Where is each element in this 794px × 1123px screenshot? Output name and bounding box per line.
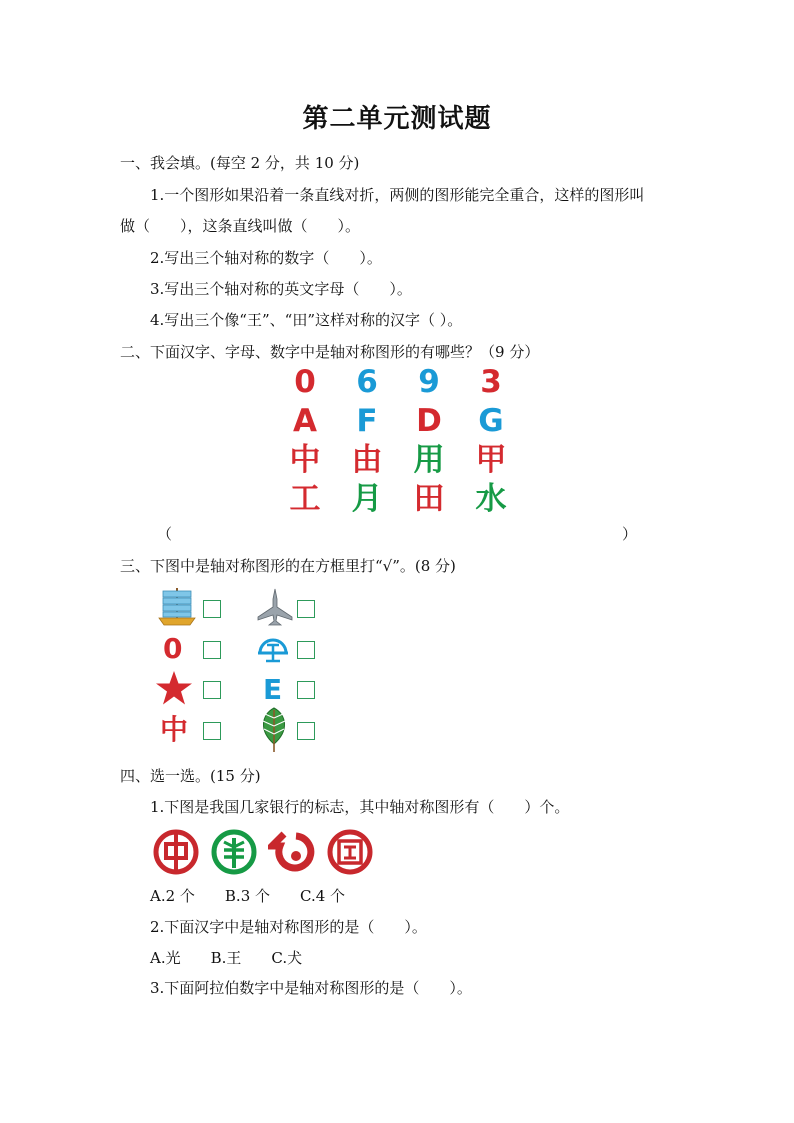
bank-of-china-logo-icon	[152, 828, 200, 876]
grid-symbol: 由	[351, 442, 383, 478]
bank-logo-3-icon	[268, 828, 318, 876]
grid-symbol: F	[356, 403, 378, 439]
abc-bank-logo-icon	[210, 828, 258, 876]
checkbox-logo[interactable]	[297, 641, 315, 659]
s1-q2: 2.写出三个轴对称的数字（ ）。	[150, 249, 382, 267]
leaf-icon	[256, 706, 292, 754]
section2-heading: 二、下面汉字、字母、数字中是轴对称图形的有哪些？（9 分）	[120, 343, 540, 361]
grid-symbol: 9	[418, 364, 440, 400]
checkbox-jet[interactable]	[297, 600, 315, 618]
letter-e-glyph: E	[263, 673, 283, 706]
section1-heading: 一、我会填。(每空 2 分，共 10 分)	[120, 154, 360, 172]
grid-symbol: 6	[356, 364, 378, 400]
grid-symbol: 水	[475, 481, 507, 517]
checkbox-leaf[interactable]	[297, 722, 315, 740]
grid-symbol: 0	[294, 364, 316, 400]
boat-icon	[157, 587, 197, 627]
checkbox-boat[interactable]	[203, 600, 221, 618]
zhong-glyph: 中	[160, 713, 189, 746]
jet-icon	[255, 587, 295, 627]
zero-glyph: 0	[163, 632, 183, 665]
section4-heading: 四、选一选。(15 分)	[120, 767, 261, 785]
grid-symbol: G	[478, 403, 504, 439]
grid-symbol: D	[416, 403, 442, 439]
s1-q1-line2: 做（ ），这条直线叫做（ ）。	[120, 217, 361, 235]
star-icon	[155, 670, 193, 706]
s1-q3: 3.写出三个轴对称的英文字母（ ）。	[150, 280, 412, 298]
icbc-logo-icon	[326, 828, 374, 876]
s4-q1: 1.下图是我国几家银行的标志，其中轴对称图形有（ ）个。	[150, 798, 570, 816]
s4-q1-options: A.2 个 B.3 个 C.4 个	[150, 887, 346, 905]
grid-symbol: 田	[413, 481, 445, 517]
grid-symbol: A	[293, 403, 317, 439]
grid-symbol: 工	[289, 481, 321, 517]
checkbox-zero[interactable]	[203, 641, 221, 659]
s4-q2-options: A.光 B.王 C.犬	[150, 949, 303, 967]
section3-heading: 三、下图中是轴对称图形的在方框里打“√”。(8 分)	[120, 557, 456, 575]
logo-icon	[255, 631, 291, 667]
checkbox-zhong[interactable]	[203, 722, 221, 740]
s1-q4: 4.写出三个像“王”、“田”这样对称的汉字（ ）。	[150, 311, 463, 329]
s1-q1-line1: 1.一个图形如果沿着一条直线对折，两侧的图形能完全重合，这样的图形叫	[150, 186, 645, 204]
checkbox-star[interactable]	[203, 681, 221, 699]
page-title: 第二单元测试题	[302, 104, 492, 134]
s4-q3: 3.下面阿拉伯数字中是轴对称图形的是（ ）。	[150, 979, 472, 997]
symbol-grid	[275, 365, 520, 525]
grid-symbol: 月	[351, 481, 383, 517]
answer-paren-open: （	[157, 525, 173, 543]
s4-q2: 2.下面汉字中是轴对称图形的是（ ）。	[150, 918, 427, 936]
grid-symbol: 甲	[475, 442, 507, 478]
grid-symbol: 用	[413, 442, 445, 478]
answer-paren-close: ）	[622, 525, 638, 543]
grid-symbol: 3	[480, 364, 502, 400]
checkbox-e[interactable]	[297, 681, 315, 699]
grid-symbol: 中	[289, 442, 321, 478]
